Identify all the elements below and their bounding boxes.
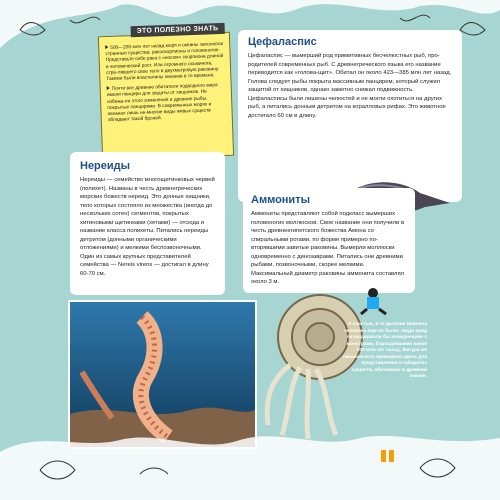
pages-icon [380, 448, 396, 464]
nereid-text: Нереиды — семейство многощетинковых червей (полихет). Названы в честь древнегреческих морских божеств нереид. Это донные хищники, тело которых состояло из множества (иногда до нескольких сотен) сегментов, покрытых хитиновыми щетинками (хетами) — отсюда и название класса полихеты. Питались нереиды детритом (донными органическими отложениями) и мелкими беспозвоночными. Один из самых крупных представителей семейства — Nereis virens — достигал в длину 60-70 см. [80, 177, 215, 277]
nereid-title: Нереиды [80, 160, 131, 172]
fact-title: ЭТО ПОЛЕЗНО ЗНАТЬ [131, 23, 225, 37]
fact-box [98, 25, 234, 161]
ammonite-card [243, 188, 415, 293]
bullet-icon [105, 45, 108, 49]
fact-text [105, 41, 226, 125]
fact-paragraph-1: 500—200 млн лет назад моря и океаны заполняли странные существа: ракоскорпионы и головоногие. Представьте себе рака с «носом» скорпиона длиной в человеческий рост. Или огромного осьминога, стре-лявшего свое тело в двухметровую раковину. Такими были властелины океанов в те времена. [105, 41, 224, 83]
fact-paragraph-2: Почти все древние обитатели подводного мира имели панцири для защиты от хищников. Не избежа-ли этого изменения и древние рыбы, покрытые панцирями. В современных морях и океанах лишь не-многие виды живых существ обладают такой броней. [106, 83, 218, 124]
ammonite-text: Аммониты представляют собой подкласс вымерших головоногих моллюсков. Свое название они получили в честь древнеегипетского божества Амона со спиральными рогами, по форме примерно по-вторявшими завитые раковины. Вымерли моллюски одновременно с динозаврами. Питались они древними рыбами, позвоночными, скорее мелкими. Максимальный диаметр раковины аммонита составлял около 3 м. [251, 211, 405, 285]
nereid-photo [68, 300, 257, 449]
bullet-icon [107, 86, 110, 90]
decorative-ornament-bottom [0, 430, 500, 500]
ammonite-title: Аммониты [251, 194, 310, 206]
cephalaspis-text: Цефаласпис — вымерший род примитивных бесчелюстных рыб, про-родителей современных рыб. С древнегреческого языка его название переводится как «голова-щит». Обитал он около 423—385 млн лет назад. Голова следует рыбы покрыта массивным панцирем, который служил защитой от хищников, однако заметно снижал подвижность. Цефаласписы были лишены челюстей и не могли охотиться на других рыб, а питались донным детритом на коралловых рифах. Это животное достигало 60 см в длину. [248, 53, 452, 119]
cephalaspis-title: Цефаласпис [248, 36, 317, 48]
diver-note: К счастью, в те далекие времена человека еще не было: люди вряд ли выдержали бы конкуренцию с монстрами, бороздившими океан 200 млн лет назад. Фигура же аквалангиста приведена здесь для представления о габаритах существ, обитавших в древнем океане. [342, 322, 427, 379]
nereid-card [70, 152, 225, 295]
diver-illustration [355, 285, 390, 315]
nereid-illustration [70, 302, 255, 447]
